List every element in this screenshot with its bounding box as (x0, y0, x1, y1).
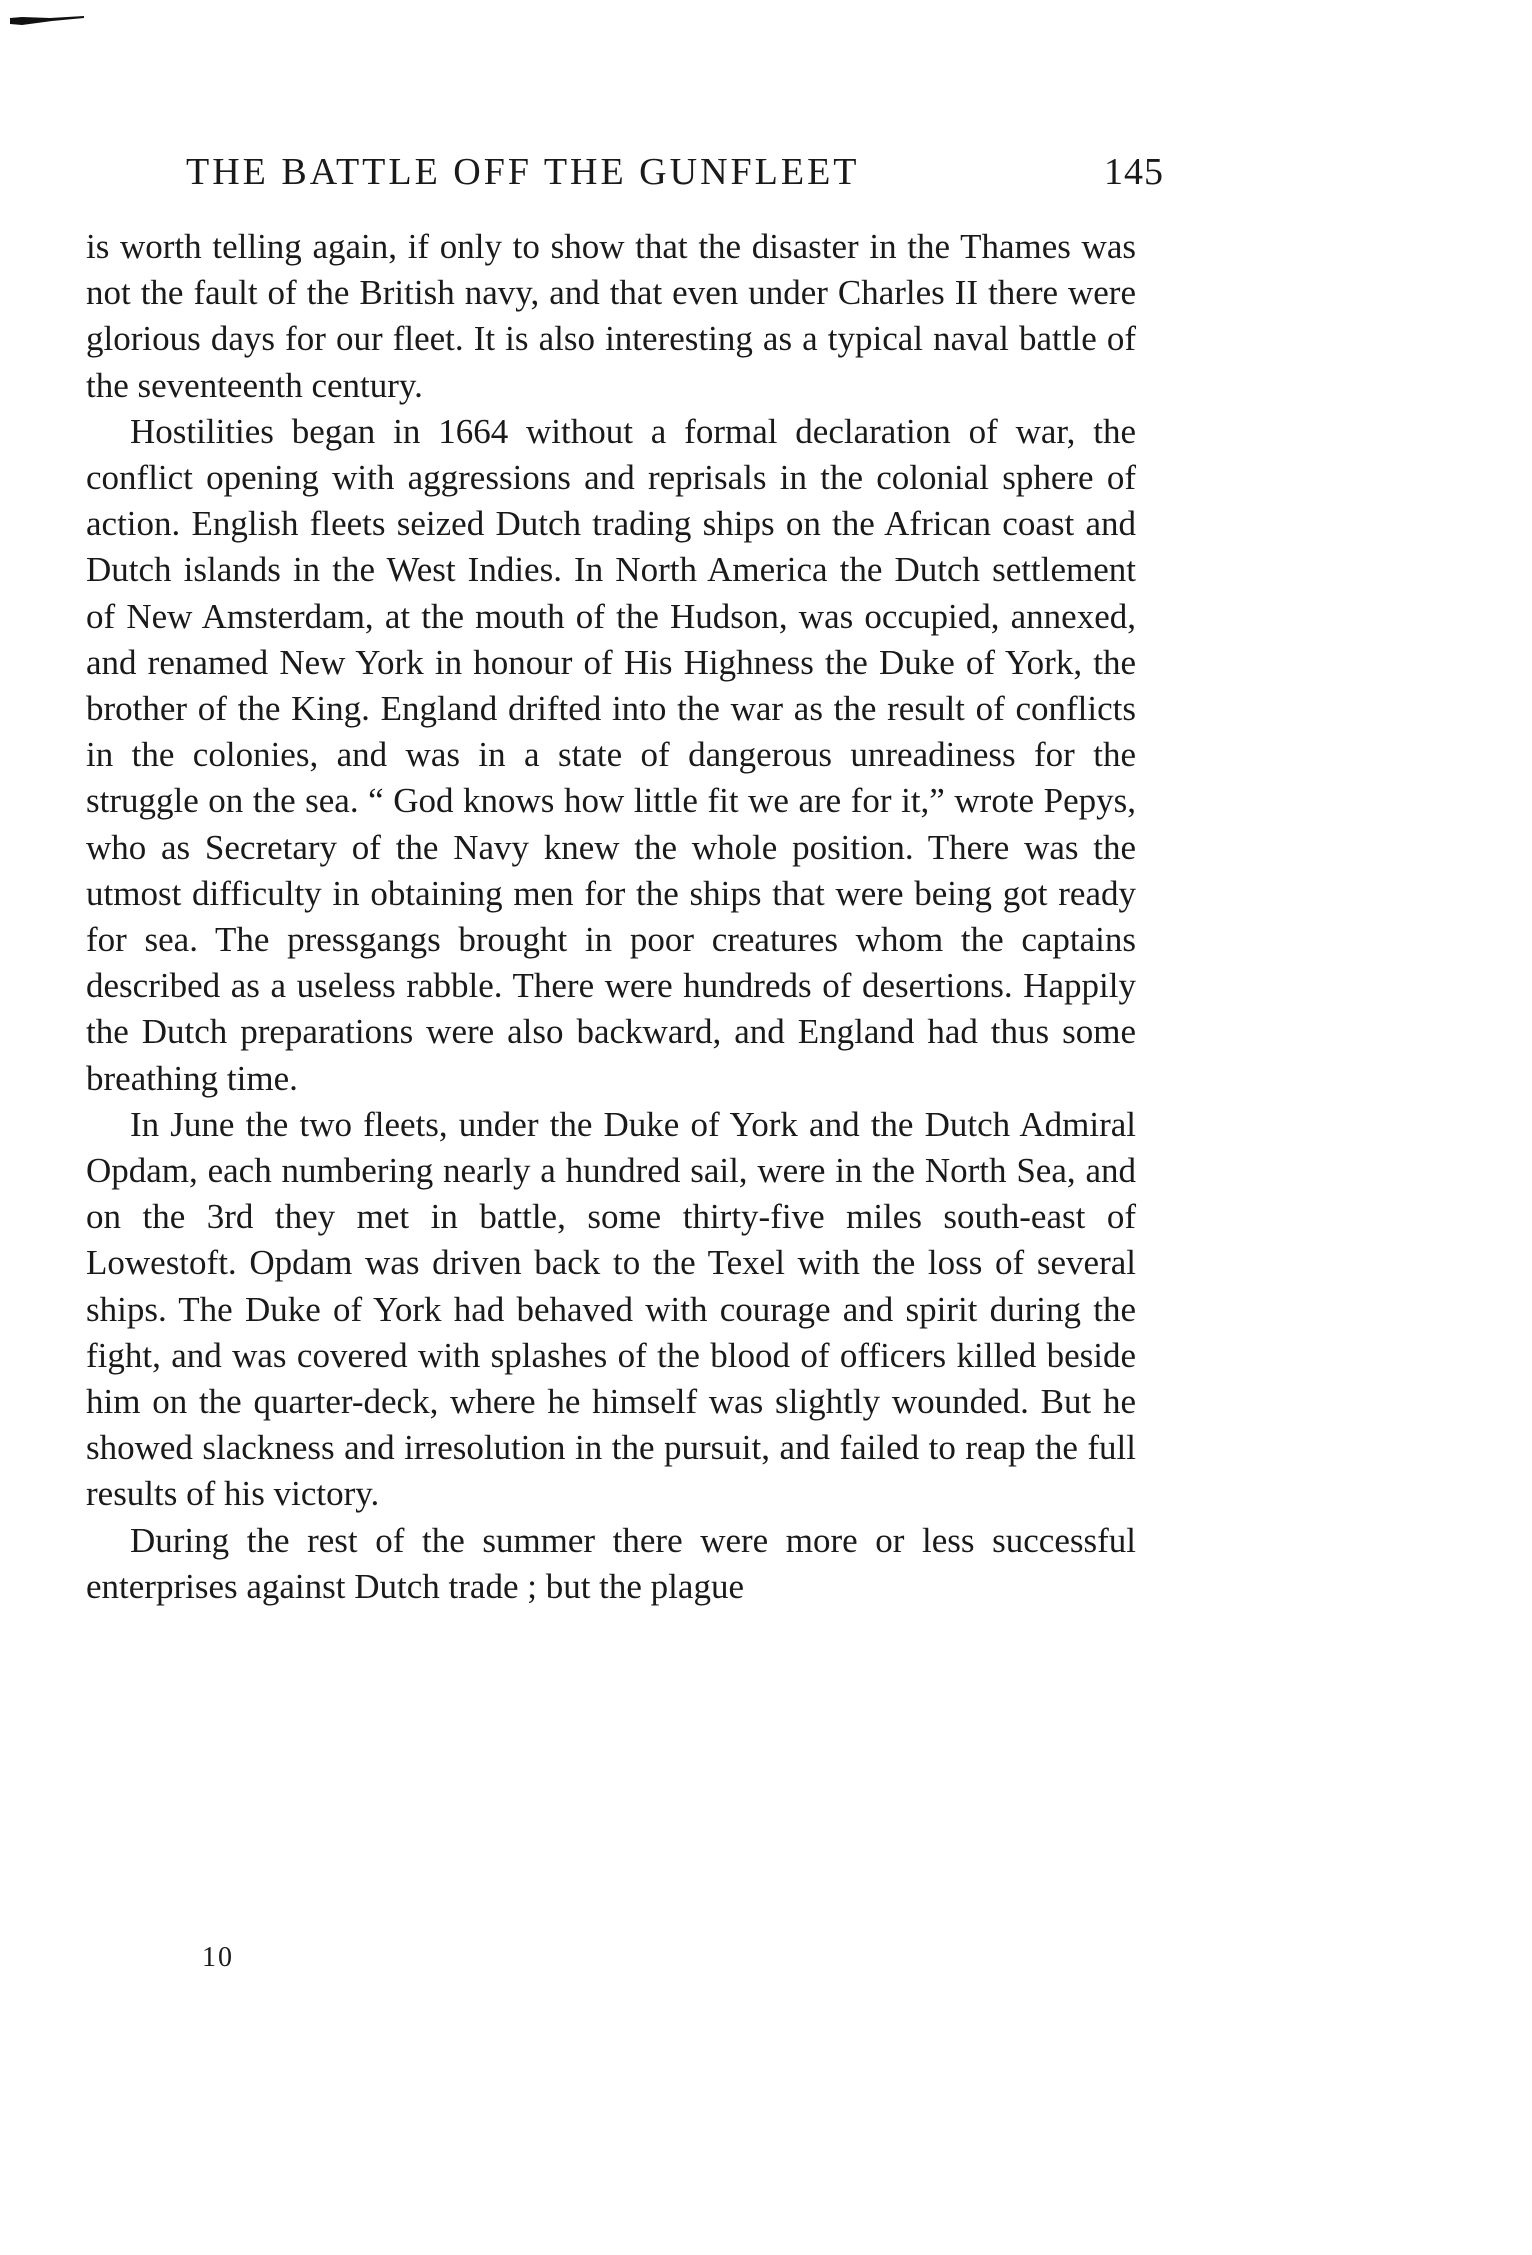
signature-mark: 10 (202, 1942, 234, 1973)
body-text (86, 224, 1136, 1610)
page-header (186, 150, 1164, 210)
page-corner-mark (10, 14, 84, 26)
running-title: THE BATTLE OFF THE GUNFLEET (186, 151, 860, 193)
paragraph: In June the two fleets, under the Duke of York and the Dutch Admiral Opdam, each numbering nearly a hundred sail, were in the North Sea, and on the 3rd they met in battle, some thirty-five miles south-east of Lowestoft. Opdam was driven back to the Texel with the loss of several ships. The Duke of York had behaved with courage and spirit during the fight, and was covered with splashes of the blood of officers killed beside him on the quarter-deck, where he himself was slightly wounded. But he showed slackness and irresolution in the pursuit, and failed to reap the full results of his victory. (86, 1104, 1136, 1514)
paragraph: is worth telling again, if only to show that the disaster in the Thames was not the fault of the British navy, and that even under Charles II there were glorious days for our fleet. It is also interesting as a typical naval battle of the seventeenth century. (86, 227, 1136, 405)
page-number: 145 (1104, 151, 1164, 193)
paragraph: During the rest of the summer there were more or less successful enterprises against Dutch trade ; but the plague (86, 1520, 1136, 1606)
paragraph: Hostilities began in 1664 without a formal declaration of war, the conflict opening with aggressions and reprisals in the colonial sphere of action. English fleets seized Dutch trading ships on the African coast and Dutch islands in the West Indies. In North America the Dutch settlement of New Amsterdam, at the mouth of the Hudson, was occupied, annexed, and renamed New York in honour of His Highness the Duke of York, the brother of the King. England drifted into the war as the result of conflicts in the colonies, and was in a state of dangerous unreadiness for the struggle on the sea. “ God knows how little fit we are for it,” wrote Pepys, who as Secretary of the Navy knew the whole position. There was the utmost difficulty in obtaining men for the ships that were being got ready for sea. The pressgangs brought in poor creatures whom the captains described as a useless rabble. There were hundreds of desertions. Happily the Dutch preparations were also backward, and England had thus some breathing time. (86, 411, 1136, 1098)
